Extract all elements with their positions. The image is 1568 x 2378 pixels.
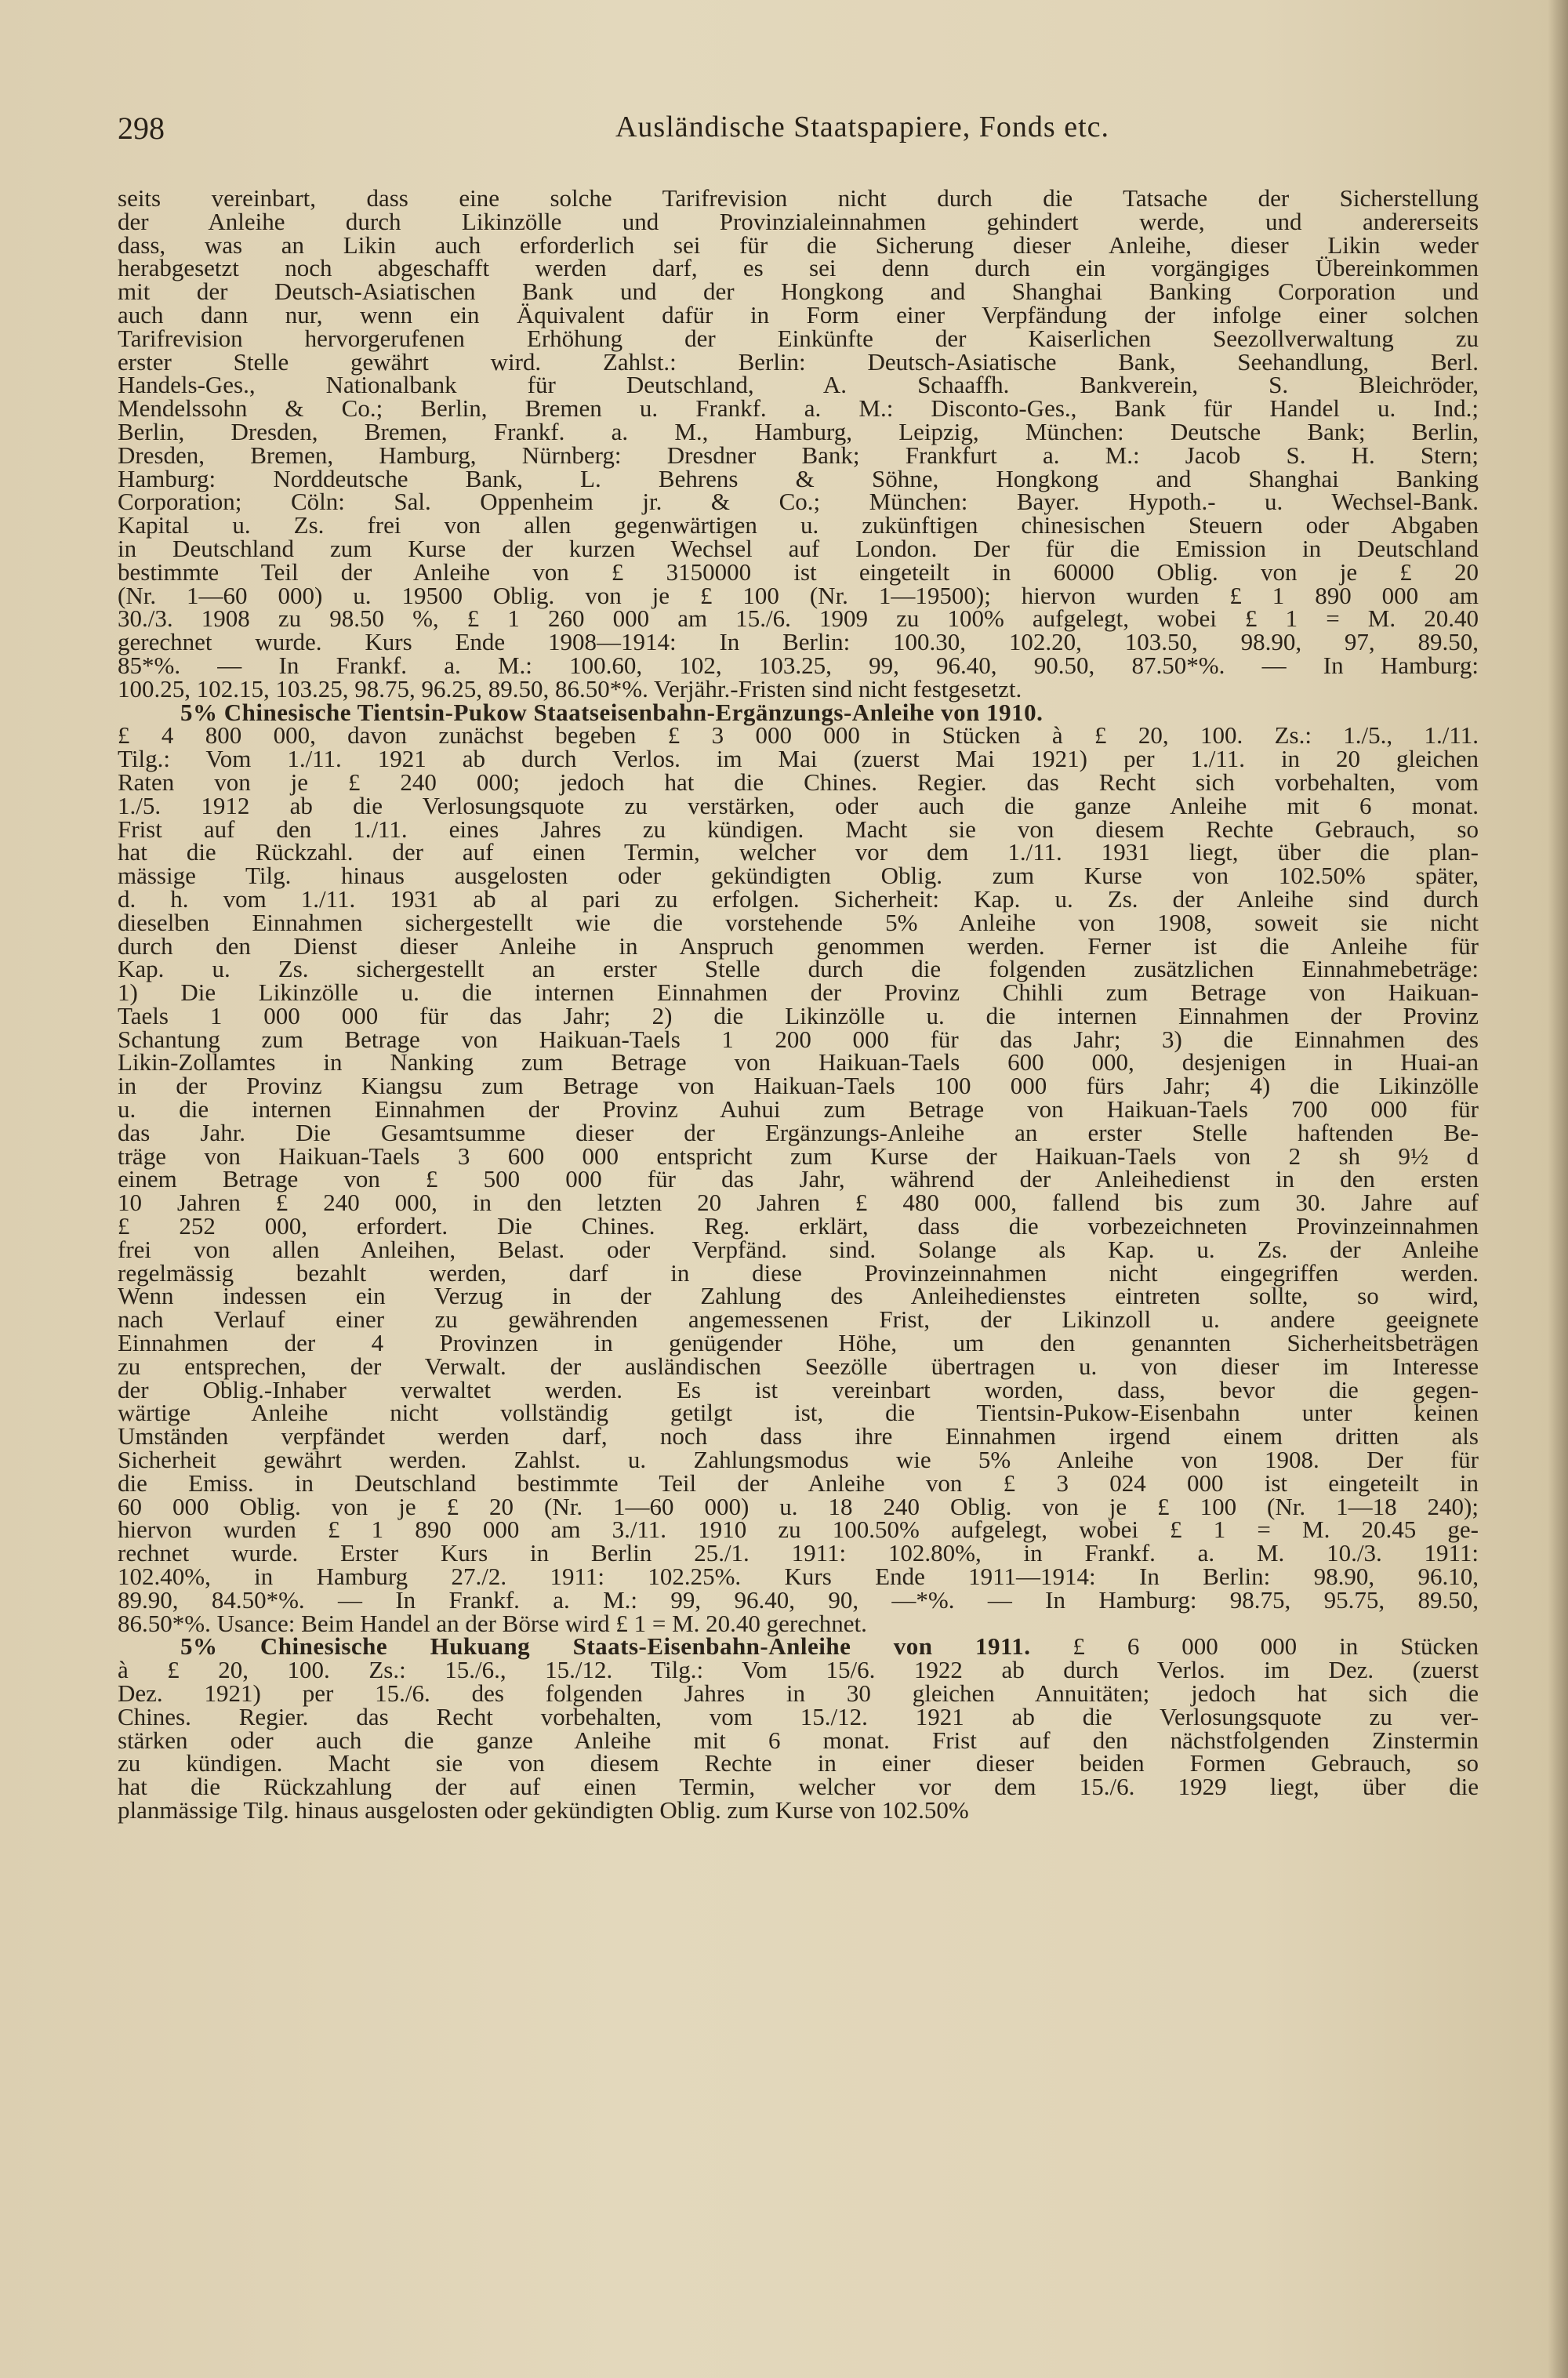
page-edge-shadow xyxy=(1548,0,1568,2378)
text-line: Berlin, Dresden, Bremen, Frankf. a. M., Hamburg, Leipzig, München: Deutsche Bank; Berlin, xyxy=(118,417,1479,445)
text-line: 86.50*%. Usance: Beim Handel an der Börse wird £ 1 = M. 20.40 gerechnet. xyxy=(118,1609,867,1637)
text-line: Einnahmen der 4 Provinzen in genügender Höhe, um den genannten Sicherheitsbeträgen xyxy=(118,1329,1479,1357)
text-line: Mendelssohn & Co.; Berlin, Bremen u. Frankf. a. M.: Disconto-Ges., Bank für Handel u. Ind.; xyxy=(118,394,1479,423)
text-line: mit der Deutsch-Asiatischen Bank und der Hongkong and Shanghai Banking Corporation und xyxy=(118,278,1479,306)
text-line: gerechnet wurde. Kurs Ende 1908—1914: In Berlin: 100.30, 102.20, 103.50, 98.90, 97, 89.50, xyxy=(118,628,1479,656)
text-line: in der Provinz Kiangsu zum Betrage von Haikuan-Taels 100 000 fürs Jahr; 4) die Likinzölle xyxy=(118,1072,1479,1100)
section-heading: 5% Chinesische Tientsin-Pukow Staatseisenbahn-Ergänzungs-Anleihe von 1910. xyxy=(180,698,1044,726)
text-line: Likin-Zollamtes in Nanking zum Betrage von Haikuan-Taels 600 000, desjenigen in Huai-an xyxy=(118,1048,1479,1076)
text-line: Wenn indessen ein Verzug in der Zahlung des Anleihedienstes eintreten sollte, so wird, xyxy=(118,1282,1479,1310)
section-heading-line xyxy=(118,698,1479,726)
text-line: 10 Jahren £ 240 000, in den letzten 20 Jahren £ 480 000, fallend bis zum 30. Jahre auf xyxy=(118,1189,1479,1217)
section-heading-line xyxy=(118,1632,1479,1661)
text-line: mässige Tilg. hinaus ausgelosten oder gekündigten Oblig. zum Kurse von 102.50% später, xyxy=(118,862,1479,890)
text-line: Hamburg: Norddeutsche Bank, L. Behrens & Söhne, Hongkong and Shanghai Banking xyxy=(118,464,1479,492)
text-line: die Emiss. in Deutschland bestimmte Teil der Anleihe von £ 3 024 000 ist eingeteilt in xyxy=(118,1469,1479,1497)
text-line: Sicherheit gewährt werden. Zahlst. u. Zahlungsmodus wie 5% Anleihe von 1908. Der für xyxy=(118,1446,1479,1474)
text-line: Dresden, Bremen, Hamburg, Nürnberg: Dresdner Bank; Frankfurt a. M.: Jacob S. H. Stern; xyxy=(118,441,1479,469)
text-line: herabgesetzt noch abgeschafft werden darf, es sei denn durch ein vorgängiges Übereinkommen xyxy=(118,254,1479,282)
text-line: Tarifrevision hervorgerufenen Erhöhung der Einkünfte der Kaiserlichen Seezollverwaltung zu xyxy=(118,324,1479,352)
text-line: das Jahr. Die Gesamtsumme dieser der Ergänzungs-Anleihe an erster Stelle haftenden Be- xyxy=(118,1118,1479,1146)
text-line: 102.40%, in Hamburg 27./2. 1911: 102.25%. Kurs Ende 1911—1914: In Berlin: 98.90, 96.10, xyxy=(118,1563,1479,1591)
text-line: 1) Die Likinzölle u. die internen Einnahmen der Provinz Chihli zum Betrage von Haikuan- xyxy=(118,978,1479,1007)
text-line: auch dann nur, wenn ein Äquivalent dafür in Form einer Verpfändung der infolge einer solchen xyxy=(118,300,1479,329)
text-line: planmässige Tilg. hinaus ausgelosten oder gekündigten Oblig. zum Kurse von 102.50% xyxy=(118,1795,969,1824)
text-line: 60 000 Oblig. von je £ 20 (Nr. 1—60 000) u. 18 240 Oblig. von je £ 100 (Nr. 1—18 240); xyxy=(118,1492,1479,1520)
text-line: zu entsprechen, der Verwalt. der ausländischen Seezölle übertragen u. von dieser im Interesse xyxy=(118,1352,1479,1380)
text-line: wärtige Anleihe nicht vollständig getilgt ist, die Tientsin-Pukow-Eisenbahn unter keinen xyxy=(118,1399,1479,1427)
text-line: 85*%. — In Frankf. a. M.: 100.60, 102, 103.25, 99, 96.40, 90.50, 87.50*%. — In Hamburg: xyxy=(118,651,1479,679)
text-line: Umständen verpfändet werden darf, noch dass ihre Einnahmen irgend einem dritten als xyxy=(118,1422,1479,1450)
text-line: Frist auf den 1./11. eines Jahres zu kündigen. Macht sie von diesem Rechte Gebrauch, so xyxy=(118,815,1479,843)
text-line: der Anleihe durch Likinzölle und Provinzialeinnahmen gehindert werde, und andererseits xyxy=(118,207,1479,235)
text-line: bestimmte Teil der Anleihe von £ 3150000 ist eingeteilt in 60000 Oblig. von je £ 20 xyxy=(118,557,1479,586)
text-line: träge von Haikuan-Taels 3 600 000 entspricht zum Kurse der Haikuan-Taels von 2 sh 9½ d xyxy=(118,1142,1479,1170)
text-line: 89.90, 84.50*%. — In Frankf. a. M.: 99, 96.40, 90, —*%. — In Hamburg: 98.75, 95.75, 89.50, xyxy=(118,1585,1479,1614)
text-line: erster Stelle gewährt wird. Zahlst.: Berlin: Deutsch-Asiatische Bank, Seehandlung, Berl. xyxy=(118,347,1479,376)
text-line: dass, was an Likin auch erforderlich sei für die Sicherung dieser Anleihe, dieser Likin weder xyxy=(118,231,1479,259)
text-line: stärken oder auch die ganze Anleihe mit 6 monat. Frist auf den nächstfolgenden Zinstermin xyxy=(118,1726,1479,1754)
text-line: dieselben Einnahmen sichergestellt wie die vorstehende 5% Anleihe von 1908, soweit sie nicht xyxy=(118,908,1479,936)
text-line: £ 252 000, erfordert. Die Chines. Reg. erklärt, dass die vorbezeichneten Provinzeinnahmen xyxy=(118,1212,1479,1240)
text-line: seits vereinbart, dass eine solche Tarifrevision nicht durch die Tatsache der Sicherstellung xyxy=(118,184,1479,212)
running-title: Ausländische Staatspapiere, Fonds etc. xyxy=(615,111,1110,143)
text-line: (Nr. 1—60 000) u. 19500 Oblig. von je £ 100 (Nr. 1—19500); hiervon wurden £ 1 890 000 am xyxy=(118,581,1479,609)
text-line: Handels-Ges., Nationalbank für Deutschland, A. Schaaffh. Bankverein, S. Bleichröder, xyxy=(118,371,1479,399)
text-line: 1./5. 1912 ab die Verlosungsquote zu verstärken, oder auch die ganze Anleihe mit 6 monat. xyxy=(118,791,1479,819)
text-line: hiervon wurden £ 1 890 000 am 3./11. 1910 zu 100.50% aufgelegt, wobei £ 1 = M. 20.45 ge- xyxy=(118,1516,1479,1544)
text-line: d. h. vom 1./11. 1931 ab al pari zu erfolgen. Sicherheit: Kap. u. Zs. der Anleihe sind durch xyxy=(118,884,1479,913)
text-line: Tilg.: Vom 1./11. 1921 ab durch Verlos. im Mai (zuerst Mai 1921) per 1./11. in 20 gleichen xyxy=(118,745,1479,773)
text-line: Kapital u. Zs. frei von allen gegenwärtigen u. zukünftigen chinesischen Steuern oder Abgaben xyxy=(118,511,1479,539)
text-line: hat die Rückzahlung der auf einen Termin, welcher vor dem 15./6. 1929 liegt, über die xyxy=(118,1773,1479,1801)
text-line: regelmässig bezahlt werden, darf in diese Provinzeinnahmen nicht eingegriffen werden. xyxy=(118,1258,1479,1287)
text-line: Corporation; Cöln: Sal. Oppenheim jr. & Co.; München: Bayer. Hypoth.- u. Wechsel-Bank. xyxy=(118,488,1479,516)
text-line: Raten von je £ 240 000; jedoch hat die Chines. Regier. das Recht sich vorbehalten, vom xyxy=(118,768,1479,796)
text-line: u. die internen Einnahmen der Provinz Auhui zum Betrage von Haikuan-Taels 700 000 für xyxy=(118,1095,1479,1124)
text-line: der Oblig.-Inhaber verwaltet werden. Es ist vereinbart worden, dass, bevor die gegen- xyxy=(118,1375,1479,1403)
text-line: 100.25, 102.15, 103.25, 98.75, 96.25, 89.50, 86.50*%. Verjähr.-Fristen sind nicht festgesetzt. xyxy=(118,674,1022,703)
text-line: einem Betrage von £ 500 000 für das Jahr, während der Anleihedienst in den ersten xyxy=(118,1165,1479,1193)
text-line: rechnet wurde. Erster Kurs in Berlin 25./1. 1911: 102.80%, in Frankf. a. M. 10./3. 1911: xyxy=(118,1539,1479,1567)
text-line: in Deutschland zum Kurse der kurzen Wechsel auf London. Der für die Emission in Deutschland xyxy=(118,534,1479,562)
page-header xyxy=(118,110,1497,157)
text-line: £ 4 800 000, davon zunächst begeben £ 3 000 000 in Stücken à £ 20, 100. Zs.: 1./5., 1./11. xyxy=(118,721,1479,750)
text-line: nach Verlauf einer zu gewährenden angemessenen Frist, der Likinzoll u. andere geeignete xyxy=(118,1305,1479,1334)
text-line: zu kündigen. Macht sie von diesem Rechte in einer dieser beiden Formen Gebrauch, so xyxy=(118,1749,1479,1777)
text-line: Chines. Regier. das Recht vorbehalten, vom 15./12. 1921 ab die Verlosungsquote zu ver- xyxy=(118,1702,1479,1730)
text-line: à £ 20, 100. Zs.: 15./6., 15./12. Tilg.: Vom 15/6. 1922 ab durch Verlos. im Dez. (zuerst xyxy=(118,1656,1479,1684)
text-line: Dez. 1921) per 15./6. des folgenden Jahres in 30 gleichen Annuitäten; jedoch hat sich die xyxy=(118,1679,1479,1707)
section-heading-rest: £ 6 000 000 in Stücken xyxy=(1030,1632,1479,1661)
text-line: Schantung zum Betrage von Haikuan-Taels 1 200 000 für das Jahr; 3) die Einnahmen des xyxy=(118,1025,1479,1053)
text-line: frei von allen Anleihen, Belast. oder Verpfänd. sind. Solange als Kap. u. Zs. der Anleihe xyxy=(118,1235,1479,1263)
body-text xyxy=(118,184,1479,1824)
text-line: 30./3. 1908 zu 98.50 %, £ 1 260 000 am 15./6. 1909 zu 100% aufgelegt, wobei £ 1 = M. 20.40 xyxy=(118,604,1479,633)
text-line: Kap. u. Zs. sichergestellt an erster Stelle durch die folgenden zusätzlichen Einnahmebeträge: xyxy=(118,955,1479,983)
text-line: Taels 1 000 000 für das Jahr; 2) die Likinzölle u. die internen Einnahmen der Provinz xyxy=(118,1001,1479,1029)
section-heading: 5% Chinesische Hukuang Staats-Eisenbahn-Anleihe von 1911. xyxy=(180,1632,1031,1661)
text-line: durch den Dienst dieser Anleihe in Anspruch genommen werden. Ferner ist die Anleihe für xyxy=(118,931,1479,960)
text-line: hat die Rückzahl. der auf einen Termin, welcher vor dem 1./11. 1931 liegt, über die plan- xyxy=(118,838,1479,866)
page-number: 298 xyxy=(118,111,165,146)
